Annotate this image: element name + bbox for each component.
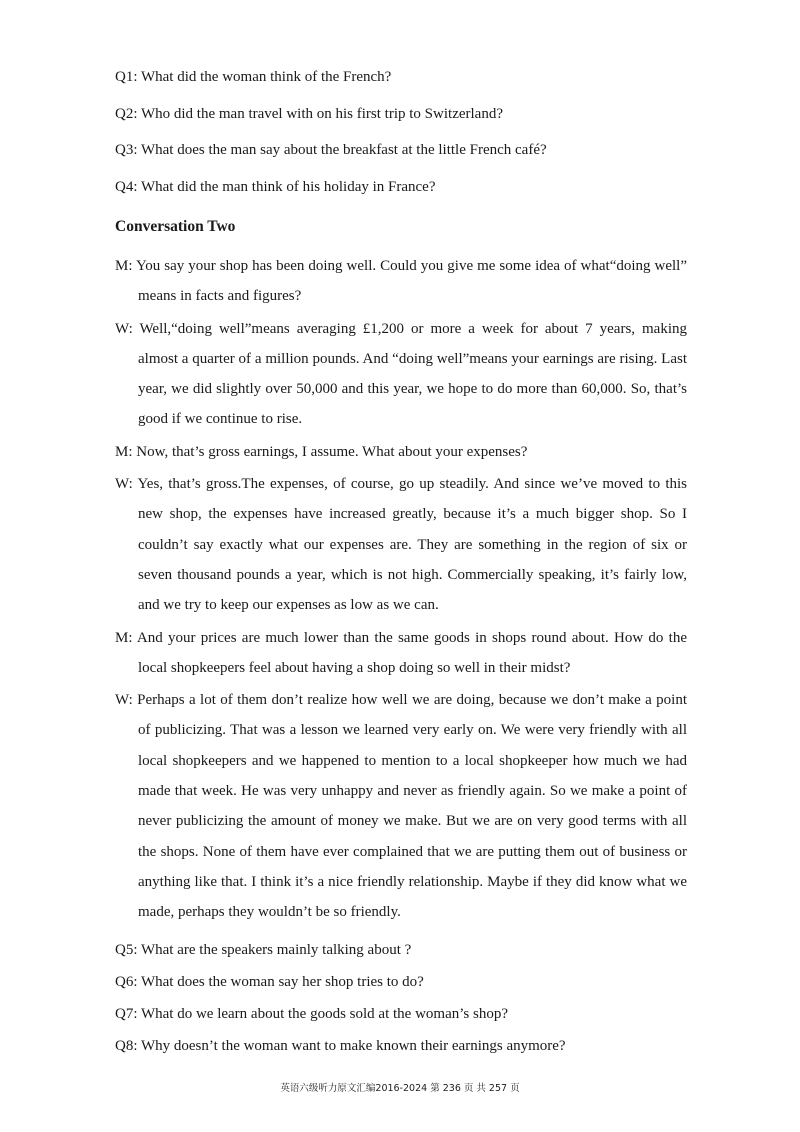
question-q7: Q7: What do we learn about the goods sold at the woman’s shop? xyxy=(115,1006,508,1022)
question-q1: Q1: What did the woman think of the French? xyxy=(115,69,392,85)
section-heading: Conversation Two xyxy=(115,218,236,235)
dialogue-turn-5: M: And your prices are much lower than the same goods in shops round about. How do the local shopkeepers feel about having a shop doing so well in their midst? xyxy=(115,629,687,676)
question-q2: Q2: Who did the man travel with on his first trip to Switzerland? xyxy=(115,105,503,122)
page-footer: 英语六级听力原文汇编2016-2024 第 236 页 共 257 页 xyxy=(280,1083,520,1094)
question-q4: Q4: What did the man think of his holiday in France? xyxy=(115,178,436,195)
question-list-part-two xyxy=(115,940,695,1068)
dialogue-turn-4: W: Yes, that’s gross.The expenses, of course, go up steadily. And since we’ve moved to this new shop, the expenses have increased greatly, because it’s a much bigger shop. So I couldn’t say exactly what our expenses are. They are something in the region of six or seven thousand pounds a year, which is not high. Commercially speaking, it’s fairly low, and we try to keep our expenses as low as we can. xyxy=(115,476,687,614)
dialogue-turn-2: W: Well,“doing well”means averaging £1,200 or more a week for about 7 years, making almost a quarter of a million pounds. And “doing well”means your earnings are rising. Last year, we did slightly over 50,000 and this year, we hope to do more than 60,000. So, that’s good if we continue to rise. xyxy=(115,320,687,428)
question-q3: Q3: What does the man say about the breakfast at the little French café? xyxy=(115,142,547,158)
question-q5: Q5: What are the speakers mainly talking about ? xyxy=(115,942,412,958)
question-q6: Q6: What does the woman say her shop tries to do? xyxy=(115,974,424,990)
question-list-part-one xyxy=(115,67,695,213)
dialogue-turn-1: M: You say your shop has been doing well. Could you give me some idea of what“doing well” means in facts and figures? xyxy=(115,258,687,305)
dialogue-turn-6: W: Perhaps a lot of them don’t realize how well we are doing, because we don’t make a point of publicizing. That was a lesson we learned very early on. We were very friendly with all local shopkeepers and we happened to mention to a local shopkeeper how much we had made that week. He was very unhappy and never as friendly again. So we make a point of never publicizing the amount of money we make. But we are on very good terms with all the shops. None of them have ever complained that we are putting them out of business or anything like that. I think it’s a nice friendly relationship. Maybe if they did know what we made, perhaps they wouldn’t be so friendly. xyxy=(115,692,687,921)
dialogue-turn-3: M: Now, that’s gross earnings, I assume. What about your expenses? xyxy=(115,443,528,460)
question-q8: Q8: Why doesn’t the woman want to make known their earnings anymore? xyxy=(115,1038,566,1054)
conversation-transcript xyxy=(115,251,687,930)
